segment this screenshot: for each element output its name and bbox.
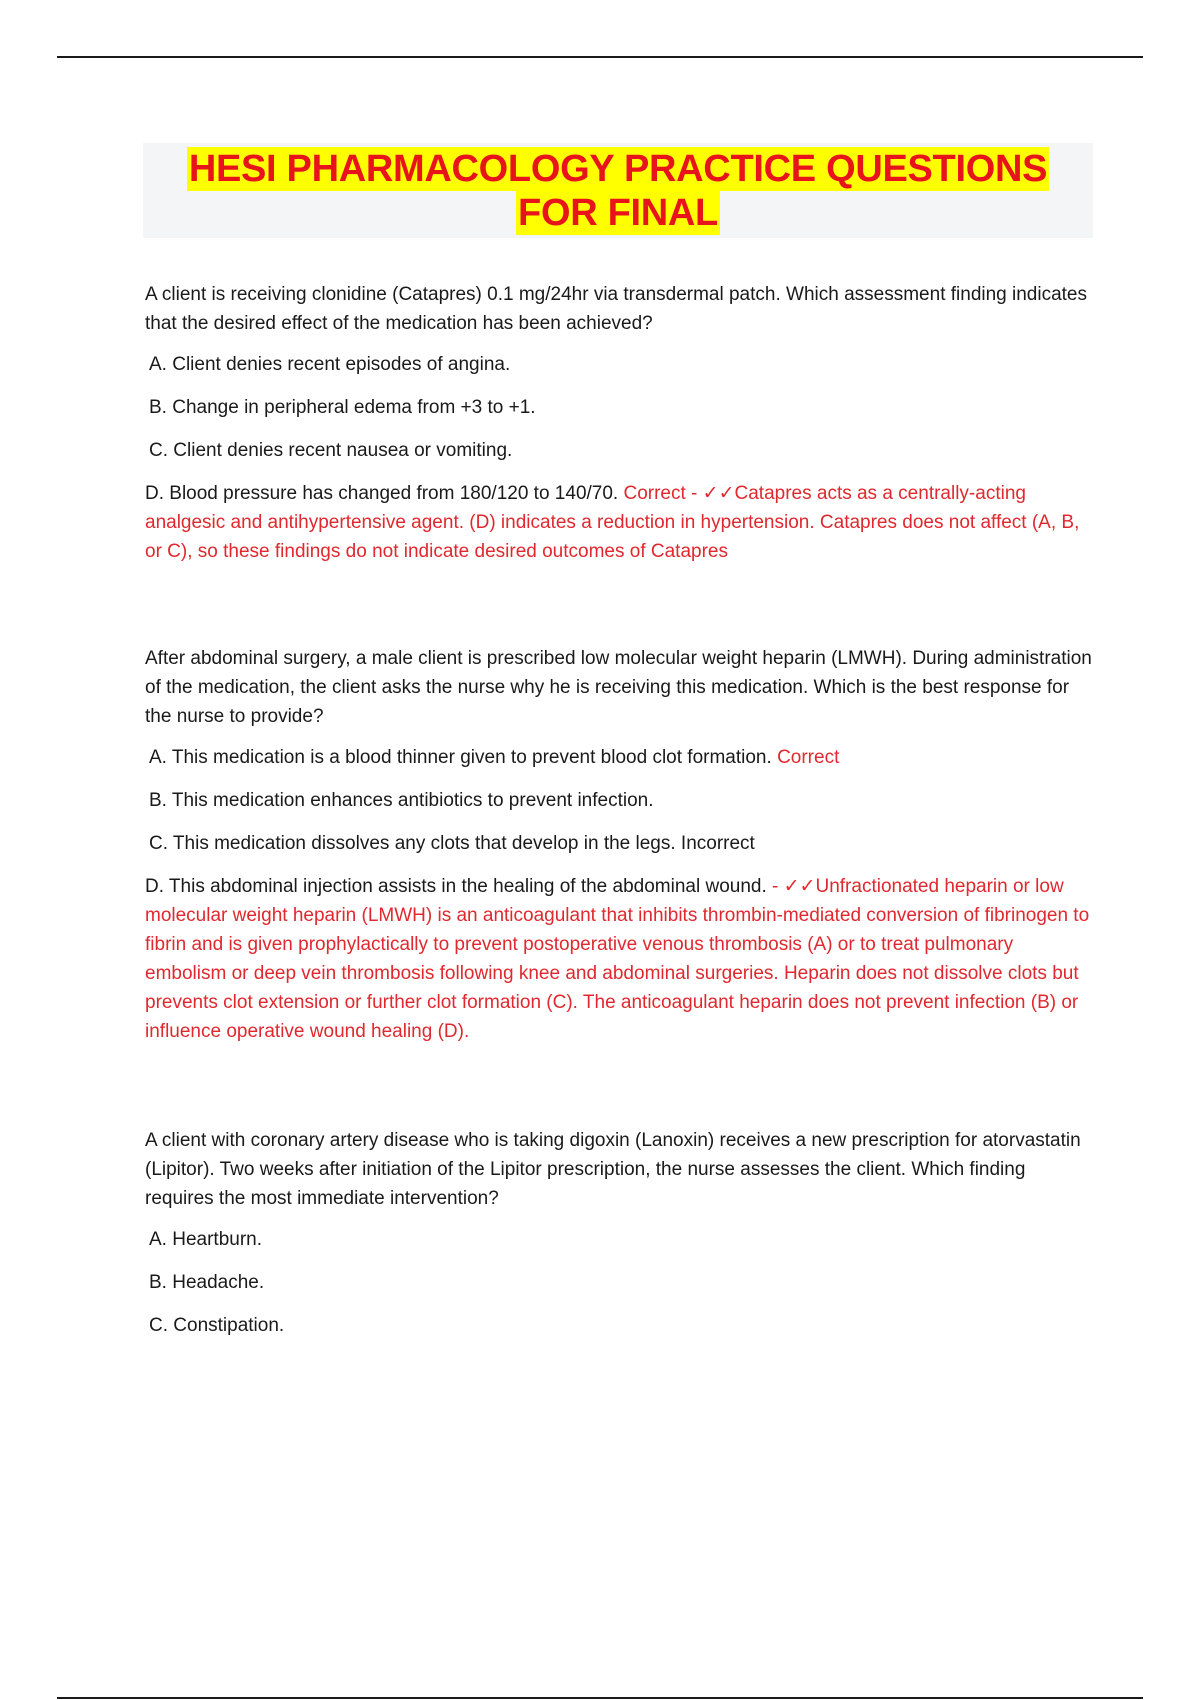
title-line-2: FOR FINAL [518, 192, 718, 234]
question-block-2 [145, 644, 1095, 1046]
title-line-1: HESI PHARMACOLOGY PRACTICE QUESTIONS [188, 148, 1048, 190]
question-stem: A client with coronary artery disease who is taking digoxin (Lanoxin) receives a new prescription for atorvastatin (Lipitor). Two weeks after initiation of the Lipitor prescription, the nurse assesses the client. Which finding requires the most immediate intervention? [145, 1130, 1081, 1209]
answer-option-c: C. This medication dissolves any clots that develop in the legs. Incorrect [149, 833, 755, 854]
answer-rationale: Correct - ✓✓Catapres acts as a centrally-acting analgesic and antihypertensive agent. (D) indicates a reduction in hypertension. Catapres does not affect (A, B, or C), so these findings do not indicate desired outcomes of Catapres [145, 483, 1080, 562]
question-stem: After abdominal surgery, a male client is prescribed low molecular weight heparin (LMWH). During administration of the medication, the client asks the nurse why he is receiving this medication. Which is the best response for the nurse to provide? [145, 648, 1092, 727]
answer-rationale: - ✓✓Unfractionated heparin or low molecular weight heparin (LMWH) is an anticoagulant that inhibits thrombin-mediated conversion of fibrinogen to fibrin and is given prophylactically to prevent postoperative venous thrombosis (A) or to treat pulmonary embolism or deep vein thrombosis following knee and abdominal surgeries. Heparin does not dissolve clots but prevents clot extension or further clot formation (C). The anticoagulant heparin does not prevent infection (B) or influence operative wound healing (D). [145, 876, 1090, 1042]
answer-option-a: A. This medication is a blood thinner given to prevent blood clot formation. Correct [149, 747, 840, 768]
answer-option-c: C. Constipation. [149, 1315, 285, 1336]
questions-content [145, 280, 1095, 1354]
answer-option-b: B. Change in peripheral edema from +3 to +1. [149, 397, 536, 418]
answer-option-b: B. This medication enhances antibiotics to prevent infection. [149, 790, 654, 811]
question-block-3 [145, 1126, 1095, 1340]
answer-option-b: B. Headache. [149, 1272, 265, 1293]
document-title [143, 143, 1093, 238]
footer-rule [57, 1697, 1143, 1699]
answer-option-d: D. This abdominal injection assists in the healing of the abdominal wound. - ✓✓Unfractionated heparin or low molecular weight heparin (LMWH) is an anticoagulant that inhibits thrombin-mediated conversion of fibrinogen to fibrin and is given prophylactically to prevent postoperative venous thrombosis (A) or to treat pulmonary embolism or deep vein thrombosis following knee and abdominal surgeries. Heparin does not dissolve clots but prevents clot extension or further clot formation (C). The anticoagulant heparin does not prevent infection (B) or influence operative wound healing (D). [145, 876, 1090, 1042]
header-rule [57, 56, 1143, 58]
answer-option-d: D. Blood pressure has changed from 180/120 to 140/70. Correct - ✓✓Catapres acts as a centrally-acting analgesic and antihypertensive agent. (D) indicates a reduction in hypertension. Catapres does not affect (A, B, or C), so these findings do not indicate desired outcomes of Catapres [145, 483, 1080, 562]
answer-option-c: C. Client denies recent nausea or vomiting. [149, 440, 513, 461]
answer-option-a: A. Client denies recent episodes of angina. [149, 354, 511, 375]
answer-correct-label: Correct [777, 747, 840, 768]
question-block-1 [145, 280, 1095, 566]
question-stem: A client is receiving clonidine (Catapres) 0.1 mg/24hr via transdermal patch. Which assessment finding indicates that the desired effect of the medication has been achieved? [145, 284, 1088, 334]
answer-option-a: A. Heartburn. [149, 1229, 262, 1250]
